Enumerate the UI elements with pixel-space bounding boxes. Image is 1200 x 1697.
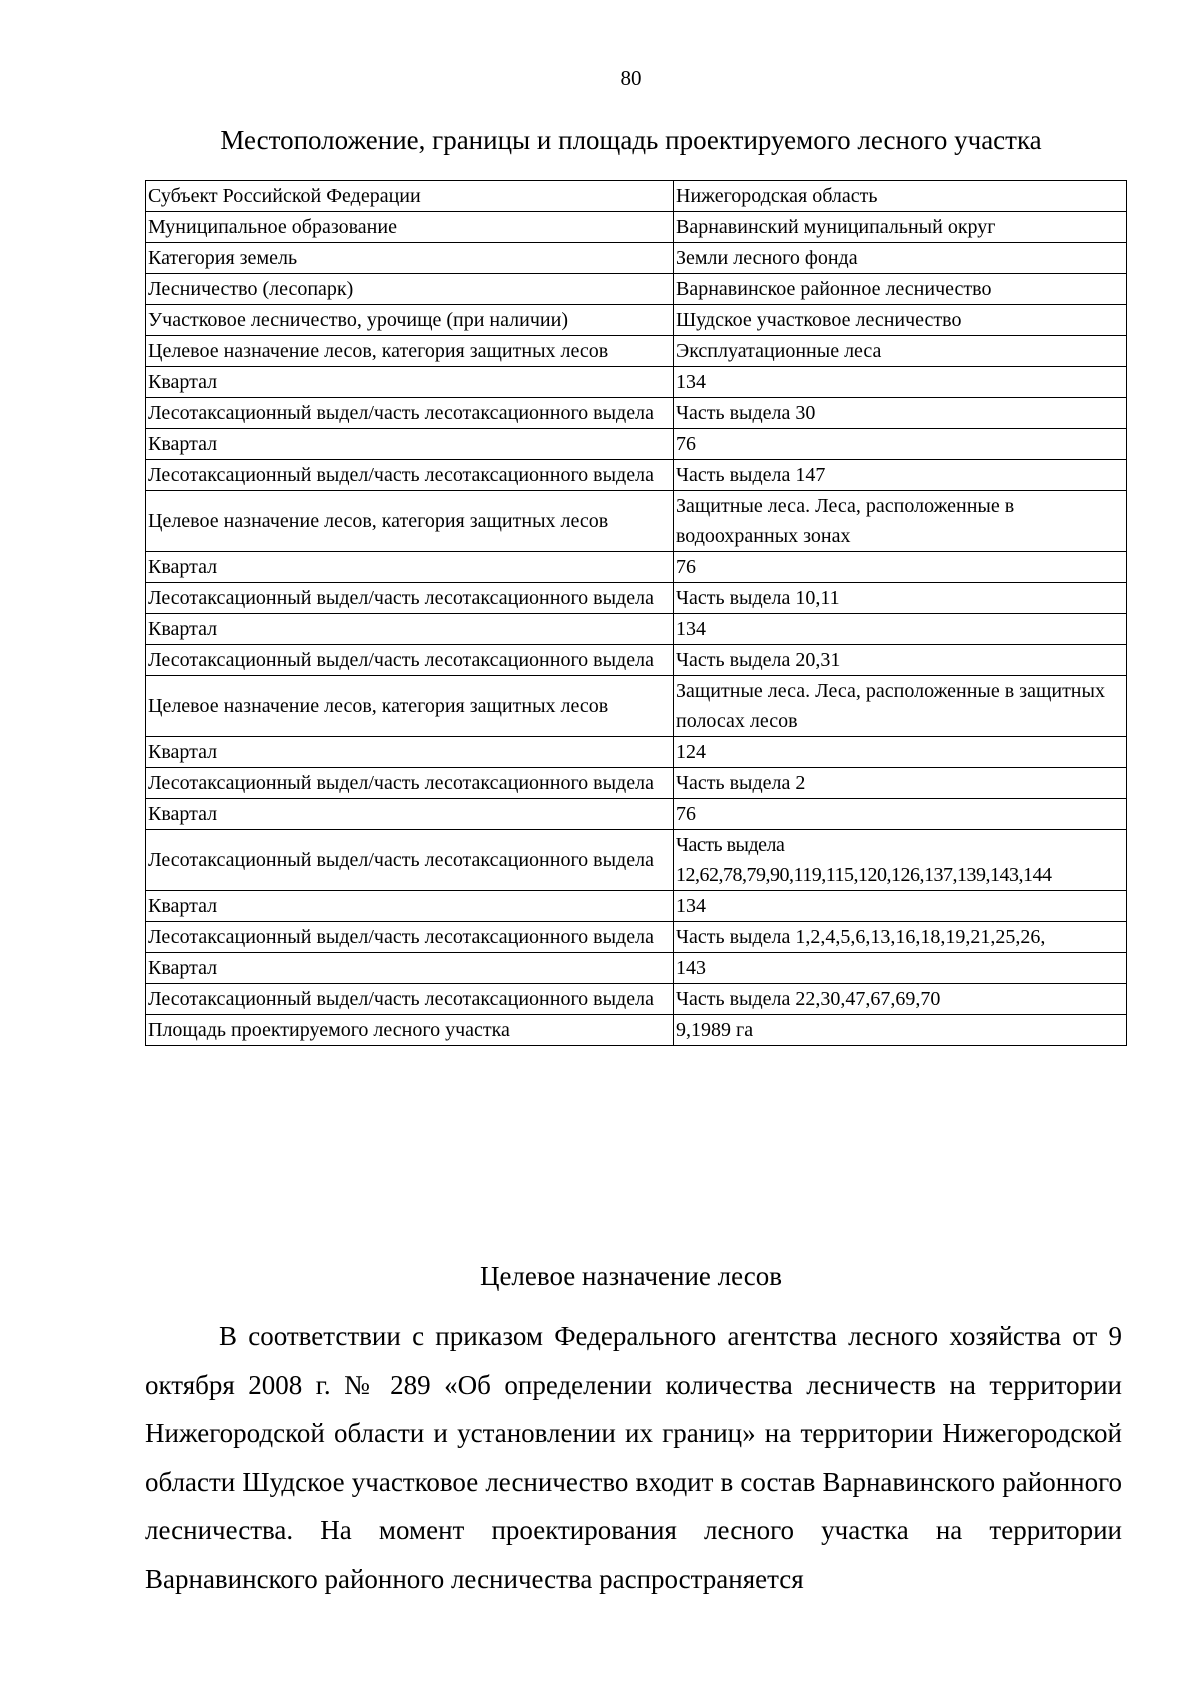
table-title: Местоположение, границы и площадь проектируемого лесного участка	[220, 125, 1042, 155]
page-number: 80	[620, 66, 642, 90]
row-label: Квартал	[146, 891, 674, 922]
row-value: 76	[674, 429, 1127, 460]
row-label: Муниципальное образование	[146, 212, 674, 243]
row-label: Площадь проектируемого лесного участка	[146, 1015, 674, 1046]
row-value: Часть выдела 30	[674, 398, 1127, 429]
table-row	[146, 953, 1127, 984]
plot-info-table	[145, 180, 1127, 1046]
table-row	[146, 891, 1127, 922]
row-value: Часть выдела 147	[674, 460, 1127, 491]
row-value: Защитные леса. Леса, расположенные в водоохранных зонах	[674, 491, 1127, 552]
table-row	[146, 583, 1127, 614]
row-label: Квартал	[146, 429, 674, 460]
row-label: Участковое лесничество, урочище (при наличии)	[146, 305, 674, 336]
row-label: Целевое назначение лесов, категория защитных лесов	[146, 336, 674, 367]
row-label: Квартал	[146, 953, 674, 984]
row-label: Лесотаксационный выдел/часть лесотаксационного выдела	[146, 645, 674, 676]
table-row	[146, 305, 1127, 336]
row-label: Квартал	[146, 737, 674, 768]
table-row	[146, 830, 1127, 891]
table-row	[146, 491, 1127, 552]
row-value: Часть выдела 22,30,47,67,69,70	[674, 984, 1127, 1015]
row-value: Земли лесного фонда	[674, 243, 1127, 274]
table-row	[146, 181, 1127, 212]
row-label: Квартал	[146, 614, 674, 645]
row-value: Часть выдела 2	[674, 768, 1127, 799]
table-row	[146, 398, 1127, 429]
row-label: Лесотаксационный выдел/часть лесотаксационного выдела	[146, 460, 674, 491]
table-row	[146, 737, 1127, 768]
row-label: Целевое назначение лесов, категория защитных лесов	[146, 491, 674, 552]
row-label: Категория земель	[146, 243, 674, 274]
row-label: Целевое назначение лесов, категория защитных лесов	[146, 676, 674, 737]
table-row	[146, 799, 1127, 830]
row-label: Лесотаксационный выдел/часть лесотаксационного выдела	[146, 583, 674, 614]
row-value: Шудское участковое лесничество	[674, 305, 1127, 336]
table-row	[146, 429, 1127, 460]
row-label: Квартал	[146, 799, 674, 830]
table-row	[146, 984, 1127, 1015]
row-label: Лесничество (лесопарк)	[146, 274, 674, 305]
row-value: 134	[674, 614, 1127, 645]
table-row	[146, 645, 1127, 676]
table-row	[146, 552, 1127, 583]
table-row	[146, 676, 1127, 737]
table-row	[146, 614, 1127, 645]
row-label: Лесотаксационный выдел/часть лесотаксационного выдела	[146, 398, 674, 429]
row-label: Лесотаксационный выдел/часть лесотаксационного выдела	[146, 768, 674, 799]
row-value: 134	[674, 891, 1127, 922]
row-label: Лесотаксационный выдел/часть лесотаксационного выдела	[146, 830, 674, 891]
table-row	[146, 768, 1127, 799]
row-value: Часть выдела 20,31	[674, 645, 1127, 676]
row-value: Защитные леса. Леса, расположенные в защитных полосах лесов	[674, 676, 1127, 737]
row-value: 76	[674, 799, 1127, 830]
row-value: Эксплуатационные леса	[674, 336, 1127, 367]
row-label: Лесотаксационный выдел/часть лесотаксационного выдела	[146, 984, 674, 1015]
row-value: Варнавинское районное лесничество	[674, 274, 1127, 305]
row-label: Квартал	[146, 552, 674, 583]
row-value: Нижегородская область	[674, 181, 1127, 212]
table-row	[146, 1015, 1127, 1046]
table-row	[146, 212, 1127, 243]
row-label: Лесотаксационный выдел/часть лесотаксационного выдела	[146, 922, 674, 953]
row-label: Квартал	[146, 367, 674, 398]
row-value: Варнавинский муниципальный округ	[674, 212, 1127, 243]
row-label: Субъект Российской Федерации	[146, 181, 674, 212]
body-paragraph: В соответствии с приказом Федерального агентства лесного хозяйства от 9 октября 2008 г. № 289 «Об определении количества лесничеств на территории Нижегородской области и установлении их границ» на территории Нижегородской области Шудское участковое лесничество входит в состав Варнавинского районного лесничества. На момент проектирования лесного участка на территории Варнавинского районного лесничества распространяется	[145, 1321, 1122, 1594]
table-row	[146, 274, 1127, 305]
section-title: Целевое назначение лесов	[479, 1261, 783, 1291]
row-value: Часть выдела 12,62,78,79,90,119,115,120,126,137,139,143,144	[674, 830, 1127, 891]
row-value: Часть выдела 1,2,4,5,6,13,16,18,19,21,25,26,	[674, 922, 1127, 953]
table-row	[146, 460, 1127, 491]
row-value: 9,1989 га	[674, 1015, 1127, 1046]
row-value: 134	[674, 367, 1127, 398]
table-row	[146, 336, 1127, 367]
table-row	[146, 243, 1127, 274]
row-value: Часть выдела 10,11	[674, 583, 1127, 614]
row-value: 124	[674, 737, 1127, 768]
row-value: 76	[674, 552, 1127, 583]
table-row	[146, 367, 1127, 398]
row-value: 143	[674, 953, 1127, 984]
table-row	[146, 922, 1127, 953]
